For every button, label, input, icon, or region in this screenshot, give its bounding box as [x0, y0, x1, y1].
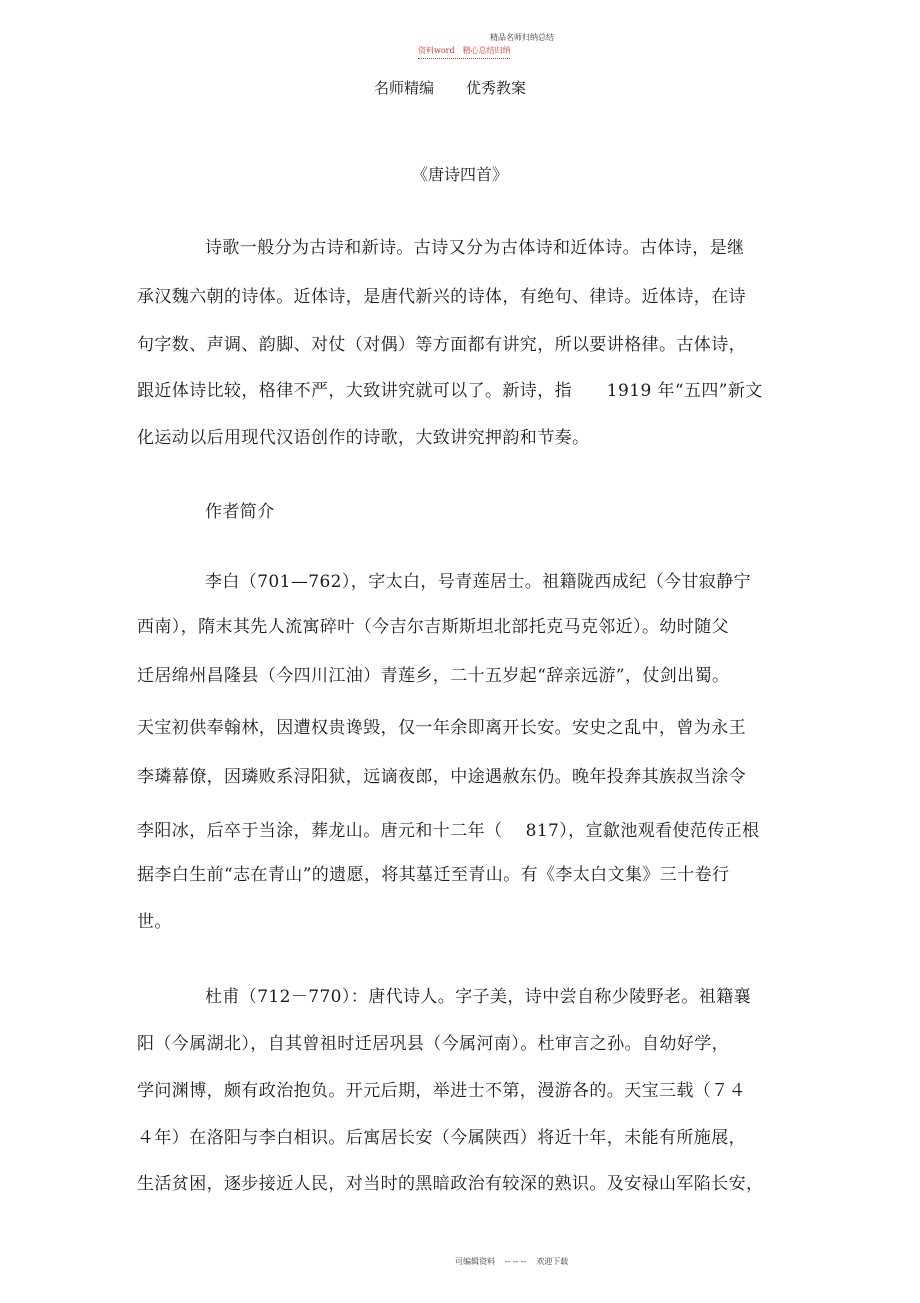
intro-line: 承汉魏六朝的诗体。近体诗，是唐代新兴的诗体，有绝句、律诗。近体诗，在诗	[137, 287, 746, 307]
libai-line: 李阳冰，后卒于当涂，葬龙山。唐元和十二年（ 817），宣歙池观看使范传正根	[137, 821, 760, 841]
header-right: 优秀教案	[466, 79, 527, 97]
footer-dashes: -- -- --	[505, 1257, 527, 1266]
dufu-line: 杜甫（712－770）：唐代诗人。字子美，诗中尝自称少陵野老。祖籍襄	[205, 987, 751, 1007]
top-tagline	[418, 45, 519, 56]
section-heading: 作者简介	[205, 502, 275, 522]
libai-line: 据李白生前“志在青山”的遗愿，将其墓迁至青山。有《李太白文集》三十卷行	[137, 865, 730, 885]
tagline-left: 资料word	[418, 46, 455, 55]
top-note: 精品名师归纳总结	[490, 33, 554, 42]
footer-left: 可编辑资料	[455, 1257, 495, 1266]
intro-line: 化运动以后用现代汉语创作的诗歌，大致讲究押韵和节奏。	[137, 428, 590, 448]
libai-line: 李白（701—762），字太白，号青莲居士。祖籍陇西成纪（今甘寂静宁	[205, 572, 751, 592]
libai-line: 李璘幕僚，因璘败系浔阳狱，远谪夜郎，中途遇赦东仍。晚年投奔其族叔当涂令	[137, 767, 746, 787]
tagline-divider	[418, 58, 510, 59]
intro-line: 诗歌一般分为古诗和新诗。古诗又分为古体诗和近体诗。古体诗，是继	[205, 238, 745, 258]
intro-line: 句字数、声调、韵脚、对仗（对偶）等方面都有讲究，所以要讲格律。古体诗，	[137, 335, 746, 355]
dufu-line: 生活贫困，逐步接近人民，对当时的黑暗政治有较深的熟识。及安禄山军陷长安，	[137, 1174, 764, 1194]
dufu-line: 学问渊博，颇有政治抱负。开元后期，举进士不第，漫游各的。天宝三载（７４	[137, 1081, 746, 1101]
dufu-line: ４年）在洛阳与李白相识。后寓居长安（今属陕西）将近十年，未能有所施展，	[137, 1128, 746, 1148]
footer-right: 欢迎下载	[536, 1257, 569, 1266]
dufu-line: 阳（今属湖北），自其曾祖时迁居巩县（今属河南）。杜审言之孙。自幼好学，	[137, 1034, 729, 1054]
intro-line: 跟近体诗比较，格律不严，大致讲究就可以了。新诗，指 1919 年“五四”新文	[137, 381, 763, 401]
page-footer	[455, 1256, 578, 1267]
libai-line: 迁居绵州昌隆县（今四川江油）青莲乡，二十五岁起“辞亲远游”，仗剑出蜀。	[137, 666, 730, 686]
libai-line: 西南），隋末其先人流寓碎叶（今吉尔吉斯斯坦北部托克马克邻近）。幼时随父	[137, 617, 729, 637]
page-title: 《唐诗四首》	[412, 165, 509, 184]
libai-line: 世。	[137, 912, 172, 932]
tagline-right: 精心总结归纳	[462, 46, 511, 55]
libai-line: 天宝初供奉翰林，因遭权贵谗毁，仅一年余即离开长安。安史之乱中，曾为永王	[137, 718, 746, 738]
header-left: 名师精编	[374, 79, 435, 97]
